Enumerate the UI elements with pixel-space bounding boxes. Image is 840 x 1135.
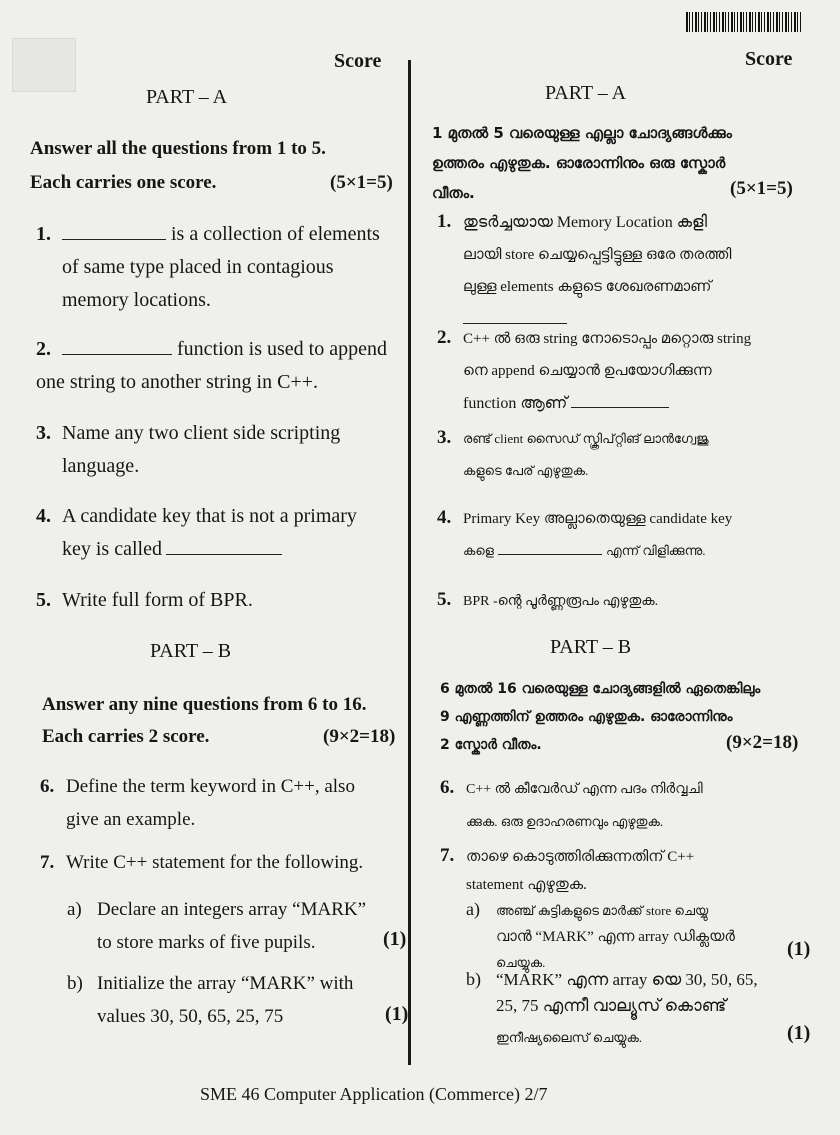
question-text: ലായി store ചെയ്യപ്പെട്ടിട്ടുള്ള ഒരേ തരത്തി: [463, 247, 732, 263]
left-question-7b: [67, 967, 407, 1033]
question-number: 2.: [437, 327, 452, 348]
answer-blank: [62, 338, 172, 355]
left-instruction-a-line1: Answer all the questions from 1 to 5.: [30, 138, 326, 159]
question-number: 6.: [40, 776, 55, 797]
left-question-1: [36, 218, 396, 317]
right-question-1: [437, 206, 817, 335]
question-text: തുടർച്ചയായ Memory Location കളി: [463, 214, 707, 231]
left-instruction-b-marks: (9×2=18): [323, 726, 396, 747]
question-text: വാൻ “MARK” എന്ന array ഡിക്ലയർ: [496, 929, 735, 945]
question-text: ലുള്ള elements കളുടെ ശേഖരണമാണ്: [463, 279, 712, 295]
score-label-right: Score: [745, 48, 793, 70]
left-question-7: [40, 846, 400, 879]
column-divider: [408, 60, 411, 1065]
left-q7a-mark: (1): [383, 928, 407, 950]
question-text: A candidate key that is not a primary: [62, 505, 357, 527]
answer-blank: [498, 538, 602, 555]
sub-label: b): [67, 973, 83, 994]
right-instruction-a-line3: വീതം.: [432, 184, 475, 202]
right-part-a-heading: PART – A: [545, 82, 627, 104]
question-number: 4.: [437, 507, 452, 528]
question-text: ചെയ്യുക.: [496, 955, 546, 970]
right-instruction-b-line1: 6 മുതൽ 16 വരെയുള്ള ചോദ്യങ്ങളിൽ ഏതെങ്കിലും: [440, 681, 761, 697]
right-question-5: [437, 584, 817, 618]
question-text: C++ ൽ ഒരു string നോടൊപ്പം മറ്റൊരു string: [463, 331, 752, 347]
question-text: function ആണ്: [463, 395, 568, 412]
question-text: function is used to append: [177, 338, 387, 360]
question-number: 7.: [40, 852, 55, 873]
question-text: കളെ: [463, 543, 494, 558]
question-text: key is called: [62, 538, 162, 560]
question-text: one string to another string in C++.: [36, 371, 318, 393]
barcode: [686, 12, 801, 32]
question-number: 4.: [36, 505, 51, 527]
question-text: is a collection of elements: [171, 223, 380, 245]
right-question-2: [437, 322, 817, 420]
question-text: BPR -ന്റെ പൂർണ്ണരൂപം എഴുതുക.: [463, 594, 659, 609]
question-text: എന്ന് വിളിക്കുന്നു.: [605, 543, 706, 558]
question-text: give an example.: [66, 809, 196, 830]
right-instruction-a-line2: ഉത്തരം എഴുതുക. ഓരോന്നിനും ഒരു സ്കോർ: [432, 154, 726, 172]
score-label-left: Score: [334, 50, 382, 72]
left-q7b-mark: (1): [385, 1003, 409, 1025]
right-instruction-a-marks: (5×1=5): [730, 178, 793, 199]
question-text: of same type placed in contagious: [62, 256, 334, 278]
question-number: 5.: [437, 589, 452, 610]
question-number: 7.: [440, 845, 455, 866]
left-instruction-b-line1: Answer any nine questions from 6 to 16.: [42, 694, 367, 715]
left-question-7a: [67, 893, 407, 959]
question-text: താഴെ കൊടുത്തിരിക്കുന്നതിന് C++: [466, 849, 695, 865]
question-text: C++ ൽ കീവേർഡ് എന്ന പദം നിർവ്വചി: [466, 782, 703, 797]
left-question-5: [36, 584, 396, 617]
right-instruction-b-line3: 2 സ്കോർ വീതം.: [440, 737, 542, 753]
question-text: ക്കുക. ഒരു ഉദാഹരണവും എഴുതുക.: [466, 814, 664, 829]
question-text: Name any two client side scripting: [62, 422, 341, 444]
left-instruction-a-line2: Each carries one score.: [30, 172, 217, 193]
question-text: “MARK” എന്ന array യെ 30, 50, 65,: [496, 970, 758, 989]
question-number: 3.: [437, 427, 452, 448]
question-text: memory locations.: [62, 289, 211, 311]
question-number: 2.: [36, 338, 51, 360]
question-text: Declare an integers array “MARK”: [97, 899, 367, 920]
left-question-2: [36, 333, 396, 399]
question-text: values 30, 50, 65, 25, 75: [97, 1006, 284, 1027]
right-question-7b: [466, 966, 816, 1051]
answer-blank: [62, 223, 166, 240]
question-text: Write full form of BPR.: [62, 589, 253, 611]
left-instruction-b-line2: Each carries 2 score.: [42, 726, 210, 747]
answer-blank: [571, 391, 669, 408]
left-instruction-a-marks: (5×1=5): [330, 172, 393, 193]
right-instruction-b-line2: 9 എണ്ണത്തിന് ഉത്തരം എഴുതുക. ഓരോന്നിനും: [440, 709, 733, 725]
right-question-7a: [466, 896, 816, 976]
question-number: 3.: [36, 422, 51, 444]
left-question-6: [40, 770, 400, 836]
question-text: ഇനീഷ്യലൈസ് ചെയ്യുക.: [496, 1030, 643, 1045]
question-text: Define the term keyword in C++, also: [66, 776, 355, 797]
question-text: to store marks of five pupils.: [97, 932, 316, 953]
page-footer: SME 46 Computer Application (Commerce) 2/7: [200, 1084, 548, 1104]
question-number: 5.: [36, 589, 51, 611]
question-text: language.: [62, 455, 140, 477]
question-text: Initialize the array “MARK” with: [97, 973, 354, 994]
question-number: 6.: [440, 777, 455, 798]
left-question-4: [36, 500, 396, 566]
right-part-b-heading: PART – B: [550, 636, 632, 658]
right-question-6: [440, 772, 820, 838]
question-text: അഞ്ച് കുട്ടികളുടെ മാർക്ക് store ചെയ്യു: [496, 903, 709, 918]
faded-stamp: [12, 38, 76, 92]
right-question-7: [440, 840, 820, 897]
left-question-3: [36, 417, 396, 483]
question-text: 25, 75 എന്നീ വാല്യൂസ് കൊണ്ട്: [496, 996, 727, 1015]
sub-label: a): [466, 899, 480, 919]
question-number: 1.: [36, 223, 51, 245]
question-text: Write C++ statement for the following.: [66, 852, 364, 873]
question-number: 1.: [437, 211, 452, 232]
right-q7b-mark: (1): [787, 1022, 811, 1044]
right-instruction-a-line1: 1 മുതൽ 5 വരെയുള്ള എല്ലാ ചോദ്യങ്ങൾക്കും: [432, 124, 732, 142]
question-text: Primary Key അല്ലാതെയുള്ള candidate key: [463, 511, 733, 527]
question-text: കളുടെ പേര് എഴുതുക.: [463, 463, 589, 478]
answer-blank: [166, 538, 282, 555]
question-text: നെ append ചെയ്യാൻ ഉപയോഗിക്കുന്ന: [463, 363, 712, 379]
question-text: statement എഴുതുക.: [466, 877, 587, 893]
left-part-a-heading: PART – A: [146, 86, 228, 108]
right-question-3: [437, 422, 817, 487]
question-text: രണ്ട് client സൈഡ് സ്ക്രിപ്റ്റിങ് ലാൻഗ്വേജു: [463, 431, 709, 446]
sub-label: a): [67, 899, 82, 920]
sub-label: b): [466, 969, 481, 989]
right-q7a-mark: (1): [787, 938, 811, 960]
right-question-4: [437, 502, 817, 567]
right-instruction-b-marks: (9×2=18): [726, 732, 799, 753]
left-part-b-heading: PART – B: [150, 640, 232, 662]
